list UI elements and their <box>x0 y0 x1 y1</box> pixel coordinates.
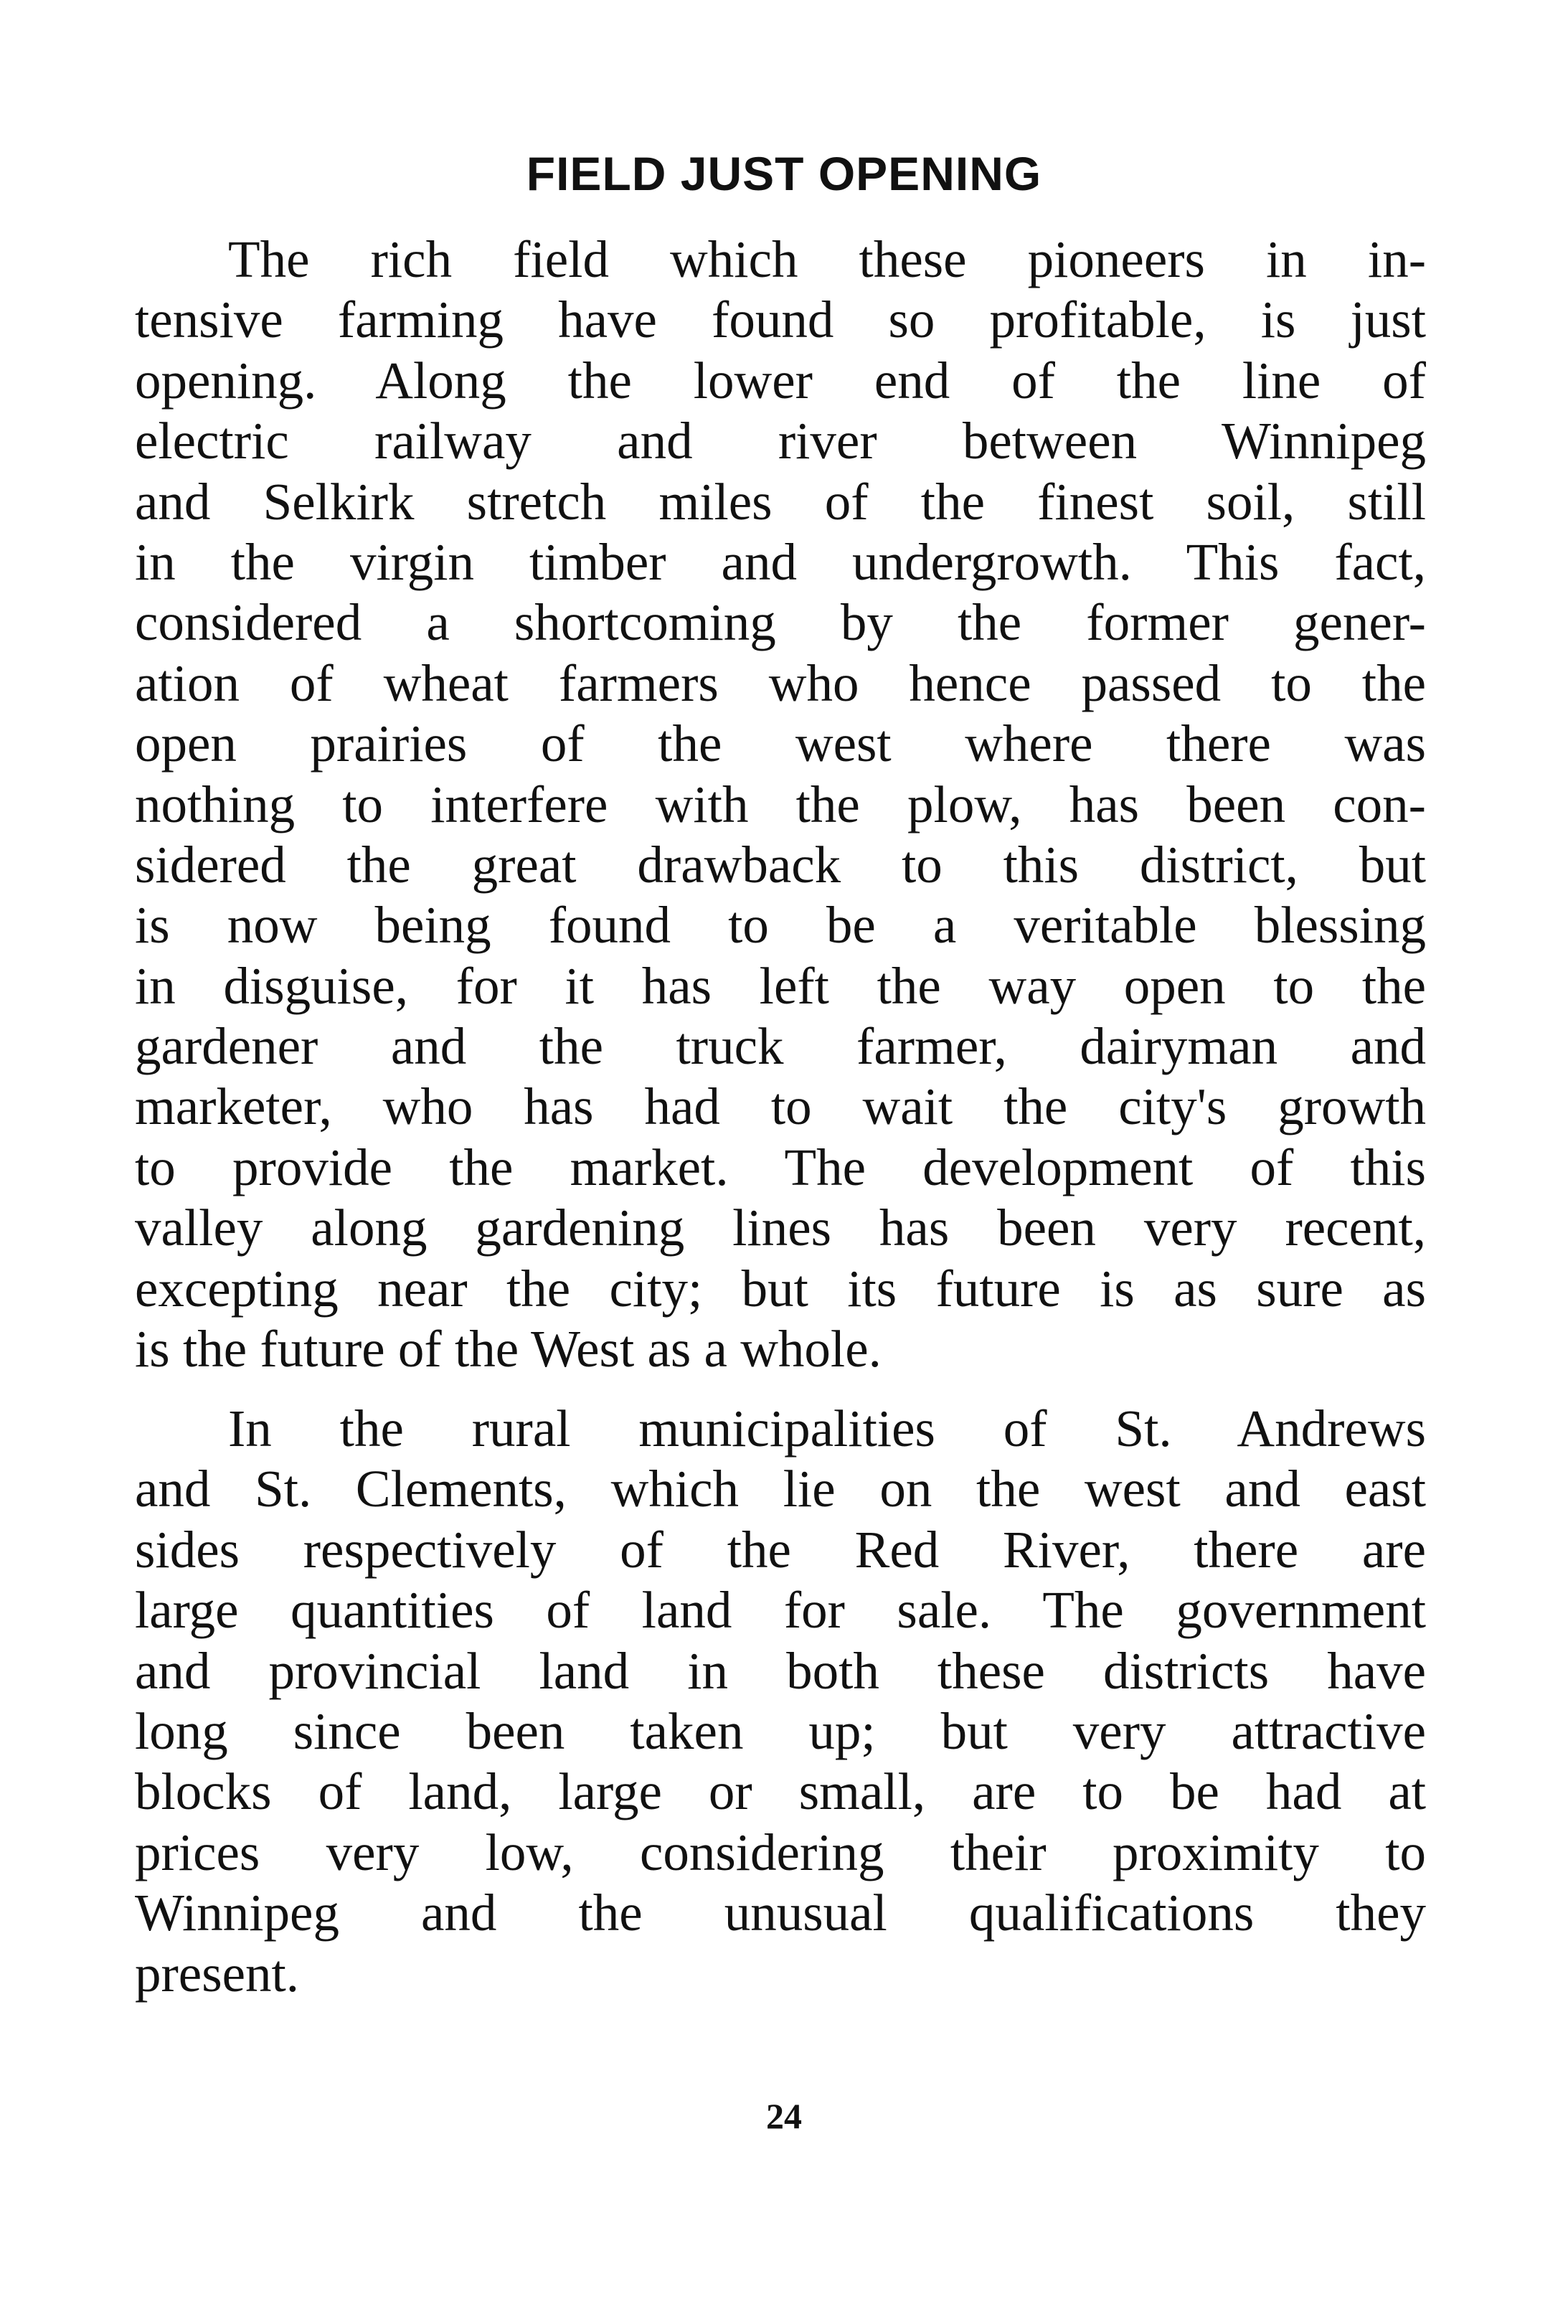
text-line: sidered the great drawback to this district, but <box>135 835 1426 894</box>
text-line: In the rural municipalities of St. Andrews <box>228 1399 1426 1458</box>
text-line: and provincial land in both these districts have <box>135 1641 1426 1700</box>
text-line: and Selkirk stretch miles of the finest soil, still <box>135 472 1426 531</box>
text-line: nothing to interfere with the plow, has been con- <box>135 775 1426 833</box>
text-line: open prairies of the west where there was <box>135 714 1426 773</box>
text-line: gardener and the truck farmer, dairyman and <box>135 1017 1426 1076</box>
text-line: The rich field which these pioneers in in- <box>228 230 1426 288</box>
text-line: sides respectively of the Red River, there are <box>135 1520 1426 1579</box>
text-line: electric railway and river between Winnipeg <box>135 412 1426 471</box>
text-line: marketer, who has had to wait the city's growth <box>135 1077 1426 1136</box>
text-line: opening. Along the lower end of the line of <box>135 351 1426 410</box>
text-line: prices very low, considering their proximity to <box>135 1823 1426 1881</box>
text-line: in disguise, for it has left the way open to the <box>135 956 1426 1015</box>
text-line: large quantities of land for sale. The government <box>135 1581 1426 1640</box>
text-line: considered a shortcoming by the former gener- <box>135 593 1426 652</box>
text-line: is the future of the West as a whole. <box>135 1320 882 1379</box>
text-line: is now being found to be a veritable blessing <box>135 896 1426 955</box>
text-line: present. <box>135 1944 300 2003</box>
section-heading: FIELD JUST OPENING <box>526 147 1042 200</box>
text-line: in the virgin timber and undergrowth. This fact, <box>135 532 1426 591</box>
text-line: blocks of land, large or small, are to be had at <box>135 1762 1426 1821</box>
text-line: valley along gardening lines has been very recent, <box>135 1199 1426 1257</box>
text-line: ation of wheat farmers who hence passed to the <box>135 653 1426 712</box>
paragraph-1 <box>135 230 1426 1379</box>
text-line: to provide the market. The development of this <box>135 1138 1426 1196</box>
text-line: tensive farming have found so profitable, is just <box>135 290 1426 349</box>
text-line: excepting near the city; but its future is as sure as <box>135 1259 1426 1318</box>
paragraph-2 <box>135 1399 1426 2004</box>
page-number: 24 <box>766 2096 802 2136</box>
text-line: Winnipeg and the unusual qualifications they <box>135 1884 1426 1942</box>
text-line: and St. Clements, which lie on the west and east <box>135 1460 1426 1518</box>
text-line: long since been taken up; but very attractive <box>135 1701 1426 1760</box>
